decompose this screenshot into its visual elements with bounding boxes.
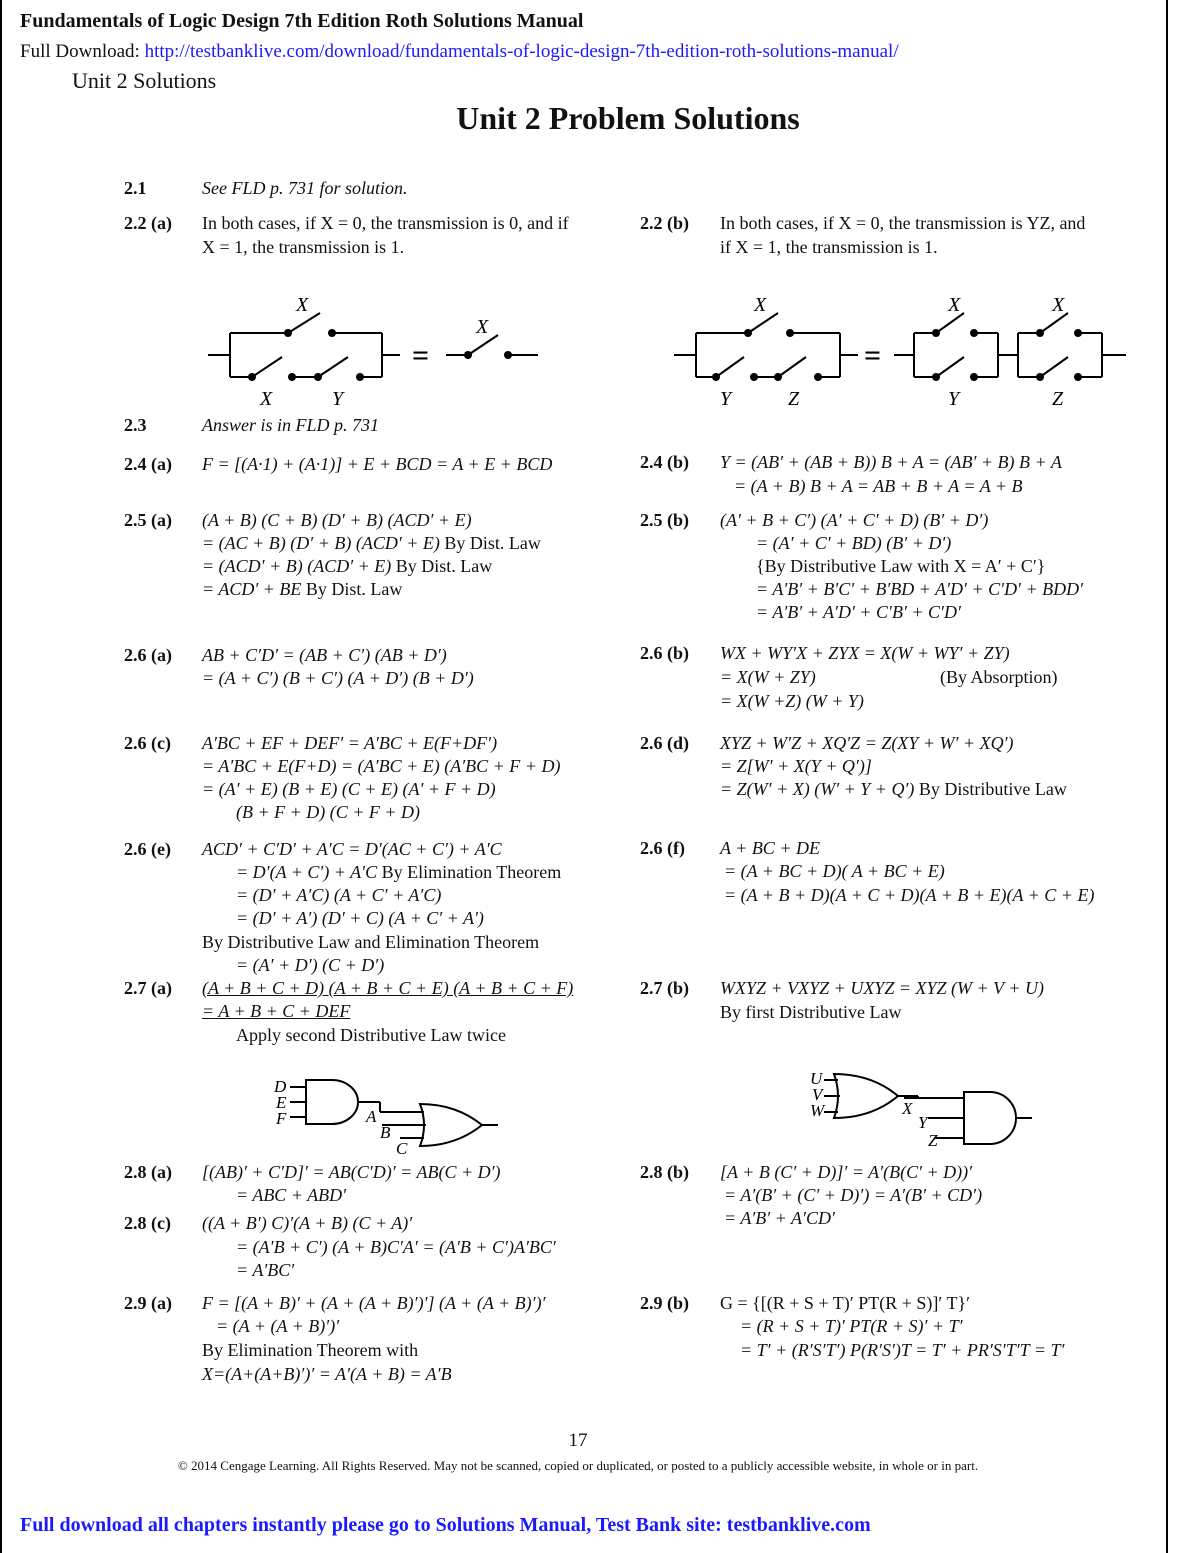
problem-text: = X(W + ZY) xyxy=(720,667,816,687)
problem-text: Y = (AB′ + (AB + B)) B + A = (AB′ + B) B + A xyxy=(720,452,1062,472)
problem-number: 2.5 (b) xyxy=(640,510,689,530)
label-d: D xyxy=(274,1077,287,1096)
problem-text: A′BC + EF + DEF′ = A′BC + E(F+DF′) xyxy=(202,733,498,753)
problem-text: = (A′B + C′) (A + B)C′A′ = (A′B + C′)A′BC′ xyxy=(236,1237,556,1257)
problem-text: = (R + S + T)′ PT(R + S)′ + T′ xyxy=(740,1316,963,1336)
problem-text: = (A + (A + B)′)′ xyxy=(216,1316,340,1336)
problem-number: 2.6 (d) xyxy=(640,733,689,753)
problem-number: 2.5 (a) xyxy=(124,510,172,530)
problem-text: = (A + BC + D)( A + BC + E) xyxy=(724,861,945,881)
problem-text: WXYZ + VXYZ + UXYZ = XYZ (W + V + U) xyxy=(720,978,1044,998)
problem-number: 2.1 xyxy=(124,178,147,198)
download-line xyxy=(20,41,899,63)
problem-number: 2.4 (b) xyxy=(640,452,689,472)
footer-banner: Full download all chapters instantly please go to Solutions Manual, Test Bank site: testbanklive.com xyxy=(20,1514,871,1536)
problem-number: 2.8 (a) xyxy=(124,1162,172,1182)
label-y: Y xyxy=(332,388,344,410)
label-b: B xyxy=(380,1123,391,1142)
problem-text: = (A′ + C′ + BD) (B′ + D′) xyxy=(756,533,952,553)
problem-text: [A + B (C′ + D)]′ = A′(B(C′ + D))′ xyxy=(720,1162,973,1182)
problem-number: 2.6 (c) xyxy=(124,733,171,753)
problem-number: 2.6 (b) xyxy=(640,643,689,663)
problem-number: 2.6 (e) xyxy=(124,839,171,859)
label-z: Z xyxy=(928,1131,938,1150)
problem-number: 2.9 (b) xyxy=(640,1293,689,1313)
problem-text: = (A + B + D)(A + C + D)(A + B + E)(A + C + E) xyxy=(724,885,1095,905)
problem-text: = A′B′ + A′D′ + C′B′ + C′D′ xyxy=(756,602,961,622)
problem-text: = A′(B′ + (C′ + D)′) = A′(B′ + CD′) xyxy=(724,1185,983,1205)
problem-text: X = 1, the transmission is 1. xyxy=(202,237,405,257)
problem-text: if X = 1, the transmission is 1. xyxy=(720,237,938,257)
problem-text: By Elimination Theorem with xyxy=(202,1340,419,1360)
problem-text: (B + F + D) (C + F + D) xyxy=(236,802,421,822)
problem-text: = (ACD′ + B) (ACD′ + E) By Dist. Law xyxy=(202,556,493,576)
problem-number: 2.6 (a) xyxy=(124,645,172,665)
problem-text: In both cases, if X = 0, the transmission is 0, and if xyxy=(202,213,569,233)
problem-text: [(AB)′ + C′D]′ = AB(C′D)′ = AB(C + D′) xyxy=(202,1162,501,1182)
problem-text: = A + B + C + DEF xyxy=(202,1001,351,1021)
problem-text: = Z(W′ + X) (W′ + Y + Q′) By Distributive Law xyxy=(720,779,1067,799)
problem-text: See FLD p. 731 for solution. xyxy=(202,178,408,198)
problem-text: By first Distributive Law xyxy=(720,1002,902,1022)
problem-text: = A′BC′ xyxy=(236,1260,295,1280)
problem-text: = (AC + B) (D′ + B) (ACD′ + E) By Dist. Law xyxy=(202,533,541,553)
problem-number: 2.8 (c) xyxy=(124,1213,171,1233)
label-x: X xyxy=(754,294,767,316)
label-x: X xyxy=(476,316,489,338)
label-y: Y xyxy=(720,388,732,410)
label-y: Y xyxy=(918,1113,928,1132)
problem-text: In both cases, if X = 0, the transmission is YZ, and xyxy=(720,213,1086,233)
page-border-right xyxy=(1166,0,1168,1553)
label-w: W xyxy=(810,1101,825,1120)
problem-number: 2.3 xyxy=(124,415,147,435)
label-x: X xyxy=(296,294,309,316)
problem-text: F = [(A·1) + (A·1)] + E + BCD = A + E + BCD xyxy=(202,454,553,474)
problem-text: = (A′ + E) (B + E) (C + E) (A′ + F + D) xyxy=(202,779,496,799)
download-prefix: Full Download: xyxy=(20,41,145,62)
problem-text: (A + B) (C + B) (D′ + B) (ACD′ + E) xyxy=(202,510,472,530)
problem-number: 2.2 (a) xyxy=(124,213,172,233)
problem-text: X=(A+(A+B)′)′ = A′(A + B) = A′B xyxy=(202,1364,452,1384)
problem-note: (By Absorption) xyxy=(940,667,1058,687)
label-a: A xyxy=(366,1107,377,1126)
label-x: X xyxy=(260,388,273,410)
problem-text: AB + C′D′ = (AB + C′) (AB + D′) xyxy=(202,645,447,665)
problem-number: 2.6 (f) xyxy=(640,838,685,858)
label-x: X xyxy=(1052,294,1065,316)
label-c: C xyxy=(396,1139,408,1158)
problem-text: F = [(A + B)′ + (A + (A + B)′)′] (A + (A + B)′)′ xyxy=(202,1293,546,1313)
problem-text: Apply second Distributive Law twice xyxy=(236,1025,506,1045)
problem-text: ((A + B′) C)′(A + B) (C + A)′ xyxy=(202,1213,413,1233)
problem-text: = A′B′ + B′C′ + B′BD + A′D′ + C′D′ + BDD′ xyxy=(756,579,1084,599)
problem-text: {By Distributive Law with X = A′ + C′} xyxy=(756,556,1046,576)
label-v: V xyxy=(812,1085,823,1104)
problem-number: 2.7 (a) xyxy=(124,978,172,998)
problem-text: = D′(A + C′) + A′C By Elimination Theorem xyxy=(236,862,562,882)
label-e: E xyxy=(276,1093,287,1112)
problem-text: = X(W +Z) (W + Y) xyxy=(720,691,864,711)
copyright-notice: © 2014 Cengage Learning. All Rights Reserved. May not be scanned, copied or duplicated, or posted to a publicly accessible website, in whole or in part. xyxy=(177,1458,979,1473)
problem-text: = (D′ + A′) (D′ + C) (A + C′ + A′) xyxy=(236,908,484,928)
page-title: Unit 2 Problem Solutions xyxy=(456,100,800,136)
problem-number: 2.7 (b) xyxy=(640,978,689,998)
problem-text: (A′ + B + C′) (A′ + C′ + D) (B′ + D′) xyxy=(720,510,989,530)
problem-text: = (D′ + A′C) (A + C′ + A′C) xyxy=(236,885,442,905)
label-u: U xyxy=(810,1069,823,1088)
problem-text: Answer is in FLD p. 731 xyxy=(202,415,380,435)
label-f: F xyxy=(276,1109,287,1128)
problem-text: = (A′ + D′) (C + D′) xyxy=(236,955,385,975)
problem-text: = A′BC + E(F+D) = (A′BC + E) (A′BC + F + D) xyxy=(202,756,561,776)
page-number: 17 xyxy=(568,1430,588,1451)
unit-label: Unit 2 Solutions xyxy=(72,68,217,93)
problem-text: = ABC + ABD′ xyxy=(236,1185,347,1205)
problem-text: = (A + B) B + A = AB + B + A = A + B xyxy=(734,476,1023,496)
label-y: Y xyxy=(948,388,960,410)
problem-text: = T′ + (R′S′T′) P(R′S′)T = T′ + PR′S′T′T = T′ xyxy=(740,1340,1065,1360)
problem-text: XYZ + W′Z + XQ′Z = Z(XY + W′ + XQ′) xyxy=(720,733,1014,753)
problem-number: 2.4 (a) xyxy=(124,454,172,474)
problem-text: A + BC + DE xyxy=(720,838,820,858)
page-border-left xyxy=(0,0,2,1553)
problem-text: = Z[W′ + X(Y + Q′)] xyxy=(720,756,872,776)
equals-sign: = xyxy=(412,339,430,372)
problem-text: By Distributive Law and Elimination Theorem xyxy=(202,932,540,952)
label-z: Z xyxy=(1052,388,1064,410)
problem-number: 2.2 (b) xyxy=(640,213,689,233)
problem-text: = (A + C′) (B + C′) (A + D′) (B + D′) xyxy=(202,668,474,688)
problem-text: WX + WY′X + ZYX = X(W + WY′ + ZY) xyxy=(720,643,1010,663)
equals-sign: = xyxy=(864,339,882,372)
gate-diagram-b xyxy=(804,1064,1044,1154)
problem-number: 2.8 (b) xyxy=(640,1162,689,1182)
problem-number: 2.9 (a) xyxy=(124,1293,172,1313)
problem-text: (A + B + C + D) (A + B + C + E) (A + B + C + F) xyxy=(202,978,574,998)
label-x: X xyxy=(902,1099,913,1118)
document-title: Fundamentals of Logic Design 7th Edition Roth Solutions Manual xyxy=(20,10,584,32)
download-link[interactable]: http://testbanklive.com/download/fundamentals-of-logic-design-7th-edition-roth-solutions-manual/ xyxy=(144,41,899,62)
problem-text: ACD′ + C′D′ + A′C = D′(AC + C′) + A′C xyxy=(202,839,502,859)
switch-diagram-a xyxy=(200,285,550,415)
problem-text: = A′B′ + A′CD′ xyxy=(724,1208,835,1228)
label-x: X xyxy=(948,294,961,316)
label-z: Z xyxy=(788,388,800,410)
problem-text: = ACD′ + BE By Dist. Law xyxy=(202,579,403,599)
problem-text: G = {[(R + S + T)′ PT(R + S)]′ T}′ xyxy=(720,1293,971,1313)
gate-diagram-a xyxy=(270,1070,510,1160)
switch-diagram-b xyxy=(668,285,1138,415)
